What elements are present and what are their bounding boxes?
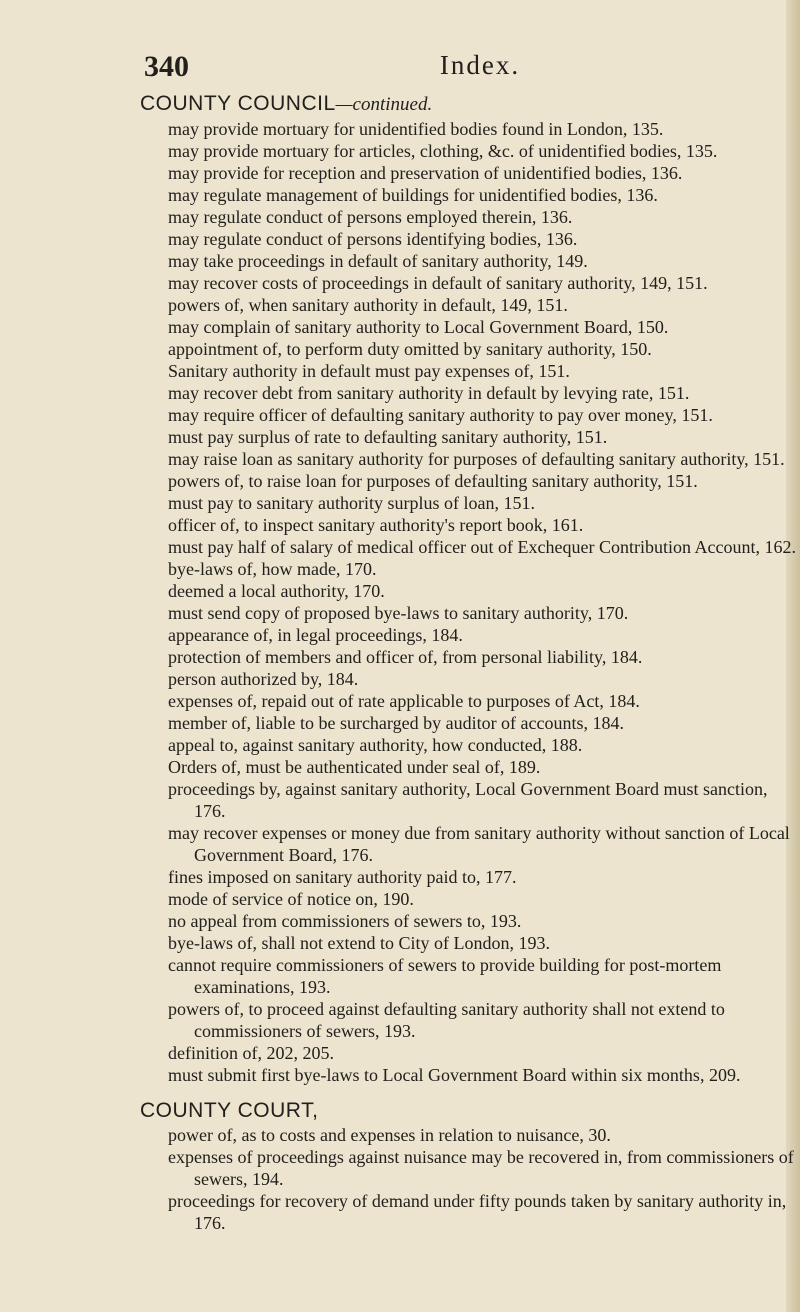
page-header (144, 50, 754, 90)
index-entry: no appeal from commissioners of sewers to, 193. (168, 911, 522, 931)
index-entry: may recover debt from sanitary authority in default by levying rate, 151. (168, 383, 690, 403)
section-title-text: COUNTY COUNCIL (140, 92, 336, 115)
index-entry: may take proceedings in default of sanitary authority, 149. (168, 251, 588, 271)
index-entry: must pay surplus of rate to defaulting sanitary authority, 151. (168, 427, 608, 447)
entry-list-county-council (140, 118, 798, 1086)
index-entry: Sanitary authority in default must pay expenses of, 151. (168, 361, 570, 381)
index-entry: Orders of, must be authenticated under seal of, 189. (168, 757, 541, 777)
page-number: 340 (144, 50, 189, 83)
index-entry: may provide mortuary for articles, clothing, &c. of unidentified bodies, 135. (168, 141, 718, 161)
index-entry: may require officer of defaulting sanitary authority to pay over money, 151. (168, 405, 713, 425)
section-gap (140, 1086, 798, 1098)
index-entry: may recover expenses or money due from sanitary authority without sanction of Local Government Board, 176. (168, 823, 790, 865)
index-entry: cannot require commissioners of sewers to provide building for post-mortem examinations, 193. (168, 955, 722, 997)
index-entry: person authorized by, 184. (168, 669, 359, 689)
index-entry: officer of, to inspect sanitary authority's report book, 161. (168, 515, 584, 535)
index-entry: mode of service of notice on, 190. (168, 889, 414, 909)
index-content (140, 91, 798, 1234)
entry-list-county-court (140, 1124, 798, 1234)
index-entry: appeal to, against sanitary authority, how conducted, 188. (168, 735, 583, 755)
index-entry: proceedings for recovery of demand under fifty pounds taken by sanitary authority in, 176. (168, 1191, 787, 1233)
section-title-suffix: —continued. (335, 94, 433, 115)
index-entry: powers of, when sanitary authority in default, 149, 151. (168, 295, 568, 315)
index-entry: proceedings by, against sanitary authority, Local Government Board must sanction, 176. (168, 779, 768, 821)
index-entry: member of, liable to be surcharged by auditor of accounts, 184. (168, 713, 625, 733)
index-entry: may provide mortuary for unidentified bodies found in London, 135. (168, 119, 664, 139)
index-entry: fines imposed on sanitary authority paid to, 177. (168, 867, 517, 887)
section-title-county-court (140, 1098, 798, 1124)
index-entry: may regulate conduct of persons identifying bodies, 136. (168, 229, 578, 249)
index-entry: expenses of proceedings against nuisance may be recovered in, from commissioners of sewers, 194. (168, 1147, 794, 1189)
index-entry: bye-laws of, shall not extend to City of London, 193. (168, 933, 550, 953)
index-entry: power of, as to costs and expenses in relation to nuisance, 30. (168, 1125, 611, 1145)
index-entry: may recover costs of proceedings in default of sanitary authority, 149, 151. (168, 273, 708, 293)
index-entry: must pay half of salary of medical officer out of Exchequer Contribution Account, 162. (168, 537, 796, 557)
index-entry: powers of, to proceed against defaulting sanitary authority shall not extend to commissioners of sewers, 193. (168, 999, 725, 1041)
index-entry: appearance of, in legal proceedings, 184. (168, 625, 463, 645)
running-title: Index. (439, 50, 521, 80)
index-entry: deemed a local authority, 170. (168, 581, 385, 601)
index-entry: may regulate management of buildings for unidentified bodies, 136. (168, 185, 658, 205)
index-entry: bye-laws of, how made, 170. (168, 559, 377, 579)
index-entry: must pay to sanitary authority surplus of loan, 151. (168, 493, 535, 513)
index-entry: may complain of sanitary authority to Local Government Board, 150. (168, 317, 669, 337)
index-entry: powers of, to raise loan for purposes of defaulting sanitary authority, 151. (168, 471, 698, 491)
section-title-text: COUNTY COURT, (140, 1099, 319, 1122)
index-entry: protection of members and officer of, from personal liability, 184. (168, 647, 643, 667)
index-entry: appointment of, to perform duty omitted by sanitary authority, 150. (168, 339, 652, 359)
index-entry: expenses of, repaid out of rate applicable to purposes of Act, 184. (168, 691, 640, 711)
index-entry: may regulate conduct of persons employed therein, 136. (168, 207, 573, 227)
index-entry: definition of, 202, 205. (168, 1043, 334, 1063)
index-entry: may provide for reception and preservation of unidentified bodies, 136. (168, 163, 683, 183)
index-entry: may raise loan as sanitary authority for purposes of defaulting sanitary authority, 151. (168, 449, 785, 469)
index-entry: must send copy of proposed bye-laws to sanitary authority, 170. (168, 603, 629, 623)
index-entry: must submit first bye-laws to Local Government Board within six months, 209. (168, 1065, 741, 1085)
section-title-county-council (140, 91, 798, 118)
